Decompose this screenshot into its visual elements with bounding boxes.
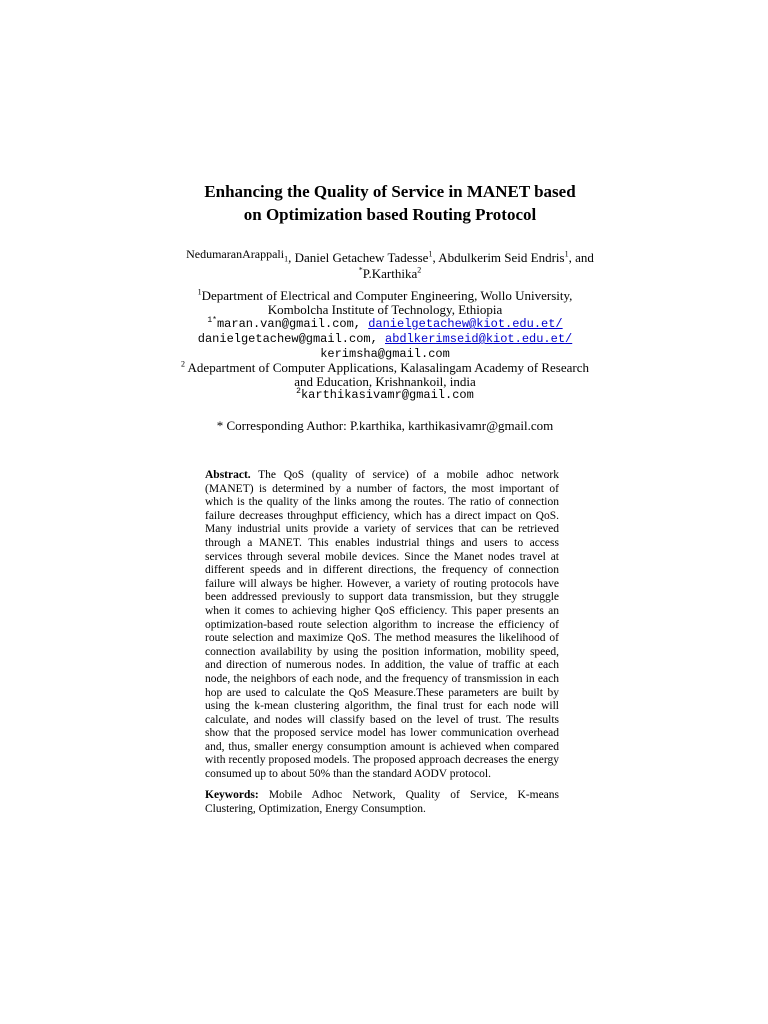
- title-line-2: on Optimization based Routing Protocol: [243, 205, 537, 224]
- email-maran: maran.van@gmail.com: [216, 317, 354, 331]
- affiliation-1-emails: $^{1*}$maran.van@gmail.com, danielgetachew@kiot.edu.et/ danielgetachew@gmail.com, abdlkerimseid@kiot.edu.et/ kerimsha@gmail.com: [197, 316, 573, 361]
- affiliation-2-line-2: and Education, Krishnankoil, india: [294, 374, 476, 389]
- email-link-daniel-kiot[interactable]: danielgetachew@kiot.edu.et/: [368, 317, 563, 331]
- title-line-1: Enhancing the Quality of Service in MANET based: [204, 182, 576, 201]
- corresponding-author: * Corresponding Author: P.karthika, karthikasivamr@gmail.com: [216, 418, 554, 433]
- author-4: P.Karthika: [362, 266, 418, 281]
- affiliation-1-line-2: Kombolcha Institute of Technology, Ethiopia: [267, 302, 503, 317]
- affiliation-2: $^2$ Adepartment of Computer Applications, Kalasalingam Academy of Research and Education, Krishnankoil, india: [181, 359, 589, 389]
- author-2: , Daniel Getachew Tadesse: [288, 250, 429, 265]
- affiliation-2-email: $^2$karthikasivamr@gmail.com: [296, 387, 474, 402]
- keywords-text: Mobile Adhoc Network, Quality of Service, K-means Clustering, Optimization, Energy Consumption.: [205, 789, 560, 815]
- abstract-paragraph: [205, 469, 559, 782]
- author-3: , Abdulkerim Seid Endris: [432, 250, 565, 265]
- email-daniel-gmail: danielgetachew@gmail.com: [197, 332, 371, 346]
- email-karthika: karthikasivamr@gmail.com: [300, 388, 474, 402]
- abstract-label: Abstract.: [205, 469, 251, 481]
- keywords-paragraph: [205, 789, 559, 816]
- affiliation-2-line-1: Adepartment of Computer Applications, Kalasalingam Academy of Research: [187, 360, 589, 375]
- email-kerimsha: kerimsha@gmail.com: [320, 347, 450, 361]
- paper-title: [170, 180, 610, 226]
- keywords-label: Keywords:: [205, 789, 259, 801]
- abstract-text: The QoS (quality of service) of a mobile adhoc network (MANET) is determined by a number of factors, the most important of which is the quality of the links among the routes. The ratio of connection failure decreases throughput efficiency, which has a direct impact on QoS. Many industrial units provide a variety of services that can be retrieved through a MANET. This enables industrial things and users to access services through several mobile devices. Since the Manet nodes travel at different speeds and in different directions, the frequency of connection failure will always be higher. However, a variety of routing protocols have been addressed previously to support data transmission, but they struggle when it comes to achieving higher QoS efficiency. This paper presents an optimization-based route selection algorithm to increase the efficiency of route selection and maximize QoS. The method measures the likelihood of connection availability by using the position information, mobility speed, and direction of numerous nodes. In addition, the value of traffic at each node, the neighbors of each node, and the frequency of transmission in each hop are used to calculate the QoS Measure.These parameters are built by using the k-mean clustering algorithm, the final trust for each node will calculate, and nodes will classify based on the level of trust. The results show that the proposed service model has lower communication overhead and, thus, smaller energy consumption amount is achieved when compared with recently proposed models. The proposed approach decreases the energy consumed up to about 50% than the standard AODV protocol.: [205, 469, 559, 781]
- affiliation-1: $^1$Department of Electrical and Computer Engineering, Wollo University, Kombolcha Institute of Technology, Ethiopia: [197, 287, 573, 317]
- email-link-abdlkerim-kiot[interactable]: abdlkerimseid@kiot.edu.et/: [385, 332, 573, 346]
- affiliation-1-line-1: Department of Electrical and Computer Engineering, Wollo University,: [201, 288, 573, 303]
- and-text: , and: [568, 250, 594, 265]
- corresponding-star: *: [358, 265, 363, 275]
- author-1: NedumaranArappali$_1$: [186, 247, 289, 264]
- author-list: NedumaranArappali$_1$, Daniel Getachew Tadesse$^1$, Abdulkerim Seid Endris$^1$, and *P.Karthika$^2$: [186, 247, 594, 281]
